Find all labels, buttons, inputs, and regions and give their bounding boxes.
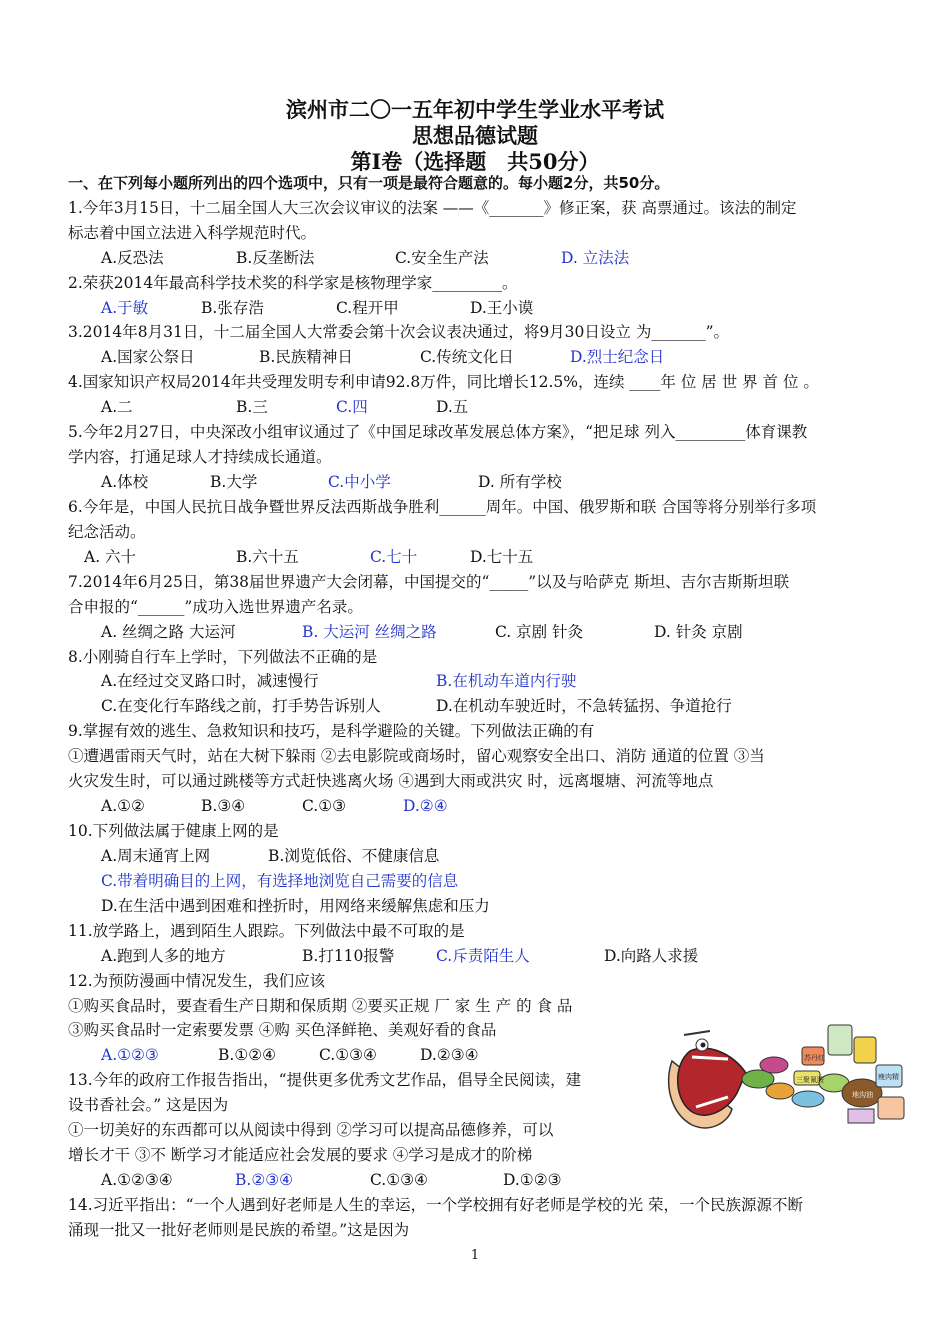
q2-option-b: B.张存浩 <box>201 299 264 317</box>
q11-option-b: B.打110报警 <box>302 947 395 965</box>
upper-teeth <box>692 1057 728 1059</box>
q12-line-1: 12.为预防漫画中情况发生，我们应该 <box>68 972 326 990</box>
cartoon-label-1: 苏丹红 <box>804 1054 825 1062</box>
cartoon-label-2: 三聚氰胺 <box>796 1076 824 1084</box>
cartoon-label-3: 地沟油 <box>852 1091 873 1099</box>
q7-option-a: A. 丝绸之路 大运河 <box>101 623 236 641</box>
q9-option-d: D.②④ <box>403 797 448 815</box>
q10-option-c: C.带着明确目的上网，有选择地浏览自己需要的信息 <box>101 872 459 890</box>
exam-title: 滨州市二〇一五年初中学生学业水平考试 <box>286 97 664 122</box>
q1-option-a: A.反恐法 <box>101 249 164 267</box>
q3-option-c: C.传统文化日 <box>420 348 514 366</box>
exam-subject: 思想品德试题 <box>412 123 538 148</box>
q10-option-d: D.在生活中遇到困难和挫折时，用网络来缓解焦虑和压力 <box>101 897 490 915</box>
page-number: 1 <box>470 1248 480 1263</box>
q12-line-3: ③购买食品时一定索要发票 ④购 买色泽鲜艳、美观好看的食品 <box>68 1021 497 1039</box>
q5-option-d: D. 所有学校 <box>478 473 562 491</box>
q9-option-a: A.①② <box>101 797 145 815</box>
q1-line-1: 1.今年3月15日，十二届全国人大三次会议审议的法案 ——《_______》修正案，获 高票通过。该法的制定 <box>68 199 797 217</box>
q11-option-a: A.跑到人多的地方 <box>101 947 226 965</box>
q4-option-b: B.三 <box>236 398 268 416</box>
q13-option-d: D.①②③ <box>503 1171 562 1189</box>
q5-option-c: C.中小学 <box>328 473 391 491</box>
q4-option-a: A.二 <box>101 398 133 416</box>
q5-line-2: 学内容，打通足球人才持续成长通道。 <box>68 448 332 466</box>
q12-line-2: ①购买食品时，要查看生产日期和保质期 ②要买正规 厂 家 生 产 的 食 品 <box>68 997 573 1015</box>
q5-line-1: 5.今年2月27日，中央深改小组审议通过了《中国足球改革发展总体方案》，“把足球 列入_________体育课教 <box>68 423 808 441</box>
q13-line-4: 增长才干 ③不 断学习才能适应社会发展的要求 ④学习是成才的阶梯 <box>68 1146 533 1164</box>
q2-option-a: A.于敏 <box>101 299 149 317</box>
q10-option-b: B.浏览低俗、不健康信息 <box>268 847 440 865</box>
q7-line-1: 7.2014年6月25日，第38届世界遗产大会闭幕，中国提交的“_____”以及与哈萨克 斯坦、吉尔吉斯斯坦联 <box>68 573 790 591</box>
q10-option-a: A.周末通宵上网 <box>101 847 211 865</box>
q10-line-1: 10.下列做法属于健康上网的是 <box>68 822 279 840</box>
q3-option-d: D.烈士纪念日 <box>570 348 665 366</box>
q6-option-a: A. 六十 <box>84 548 137 566</box>
q9-line-3: 火灾发生时，可以通过跳楼等方式赶快逃离火场 ④遇到大雨或洪灾 时，远离堰塘、河流等地点 <box>68 772 714 790</box>
q13-option-a: A.①②③④ <box>101 1171 173 1189</box>
q7-option-d: D. 针灸 京剧 <box>654 623 743 641</box>
q12-option-b: B.①②④ <box>218 1046 277 1064</box>
q13-line-3: ①一切美好的东西都可以从阅读中得到 ②学习可以提高品德修养，可以 <box>68 1121 554 1139</box>
q8-option-c: C.在变化行车路线之前，打手势告诉别人 <box>101 697 381 715</box>
q9-option-b: B.③④ <box>201 797 246 815</box>
q11-line-1: 11.放学路上，遇到陌生人跟踪。下列做法中最不可取的是 <box>68 922 465 940</box>
q2-option-d: D.王小谟 <box>470 299 534 317</box>
q1-option-d: D. 立法法 <box>561 249 630 267</box>
q13-line-2: 设书香社会。” 这是因为 <box>68 1096 229 1114</box>
q6-option-b: B.六十五 <box>236 548 299 566</box>
q6-option-d: D.七十五 <box>470 548 534 566</box>
q8-line-1: 8.小刚骑自行车上学时，下列做法不正确的是 <box>68 648 378 666</box>
q8-option-d: D.在机动车驶近时，不急转猛拐、争道抢行 <box>436 697 732 715</box>
q4-line-1: 4.国家知识产权局2014年共受理发明专利申请92.8万件，同比增长12.5%，连续 ____年 位 居 世 界 首 位 。 <box>68 373 819 391</box>
q8-option-b: B.在机动车道内行驶 <box>436 672 577 690</box>
q11-option-c: C.斥责陌生人 <box>436 947 530 965</box>
q9-line-2: ①遭遇雷雨天气时，站在大树下躲雨 ②去电影院或商场时，留心观察安全出口、消防 通道的位置 ③当 <box>68 747 765 765</box>
q5-option-b: B.大学 <box>210 473 258 491</box>
q3-line-1: 3.2014年8月31日，十二届全国人大常委会第十次会议表决通过，将9月30日设立 为_______”。 <box>68 323 730 341</box>
q1-option-b: B.反垄断法 <box>236 249 315 267</box>
q4-option-c: C.四 <box>336 398 368 416</box>
section-instruction: 一、在下列每小题所列出的四个选项中，只有一项是最符合题意的。每小题2分，共50分。 <box>68 174 670 192</box>
q6-line-2: 纪念活动。 <box>68 523 146 541</box>
cartoon-label-4: 瘦肉精 <box>878 1073 899 1081</box>
q9-line-1: 9.掌握有效的逃生、急救知识和技巧，是科学避险的关键。下列做法正确的有 <box>68 722 595 740</box>
q6-option-c: C.七十 <box>370 548 418 566</box>
q2-option-c: C.程开甲 <box>336 299 399 317</box>
section-title: 第Ⅰ卷（选择题 共50分） <box>350 149 600 174</box>
q11-option-d: D.向路人求援 <box>604 947 699 965</box>
q1-option-c: C.安全生产法 <box>395 249 489 267</box>
q12-option-a: A.①②③ <box>101 1046 159 1064</box>
q3-option-b: B.民族精神日 <box>259 348 353 366</box>
q13-line-1: 13.今年的政府工作报告指出，“提供更多优秀文艺作品，倡导全民阅读，建 <box>68 1071 582 1089</box>
q8-option-a: A.在经过交叉路口时，减速慢行 <box>101 672 319 690</box>
q14-line-2: 涌现一批又一批好老师则是民族的希望。”这是因为 <box>68 1221 410 1239</box>
q14-line-1: 14.习近平指出：“一个人遇到好老师是人生的幸运，一个学校拥有好老师是学校的光 荣，一个民族源源不断 <box>68 1196 804 1214</box>
q4-option-d: D.五 <box>436 398 469 416</box>
q9-option-c: C.①③ <box>302 797 347 815</box>
q6-line-1: 6.今年是，中国人民抗日战争暨世界反法西斯战争胜利______周年。中国、俄罗斯和联 合国等将分别举行多项 <box>68 498 817 516</box>
food-safety-cartoon <box>662 1013 908 1133</box>
q7-line-2: 合申报的“______”成功入选世界遗产名录。 <box>68 598 363 616</box>
q12-option-c: C.①③④ <box>319 1046 377 1064</box>
q5-option-a: A.体校 <box>101 473 149 491</box>
q13-option-c: C.①③④ <box>370 1171 428 1189</box>
q7-option-c: C. 京剧 针灸 <box>495 623 584 641</box>
q3-option-a: A.国家公祭日 <box>101 348 195 366</box>
q7-option-b: B. 大运河 丝绸之路 <box>302 623 437 641</box>
q12-option-d: D.②③④ <box>420 1046 479 1064</box>
q13-option-b: B.②③④ <box>235 1171 294 1189</box>
q2-line-1: 2.荣获2014年最高科学技术奖的科学家是核物理学家_________。 <box>68 274 518 292</box>
q1-line-2: 标志着中国立法进入科学规范时代。 <box>68 224 317 242</box>
